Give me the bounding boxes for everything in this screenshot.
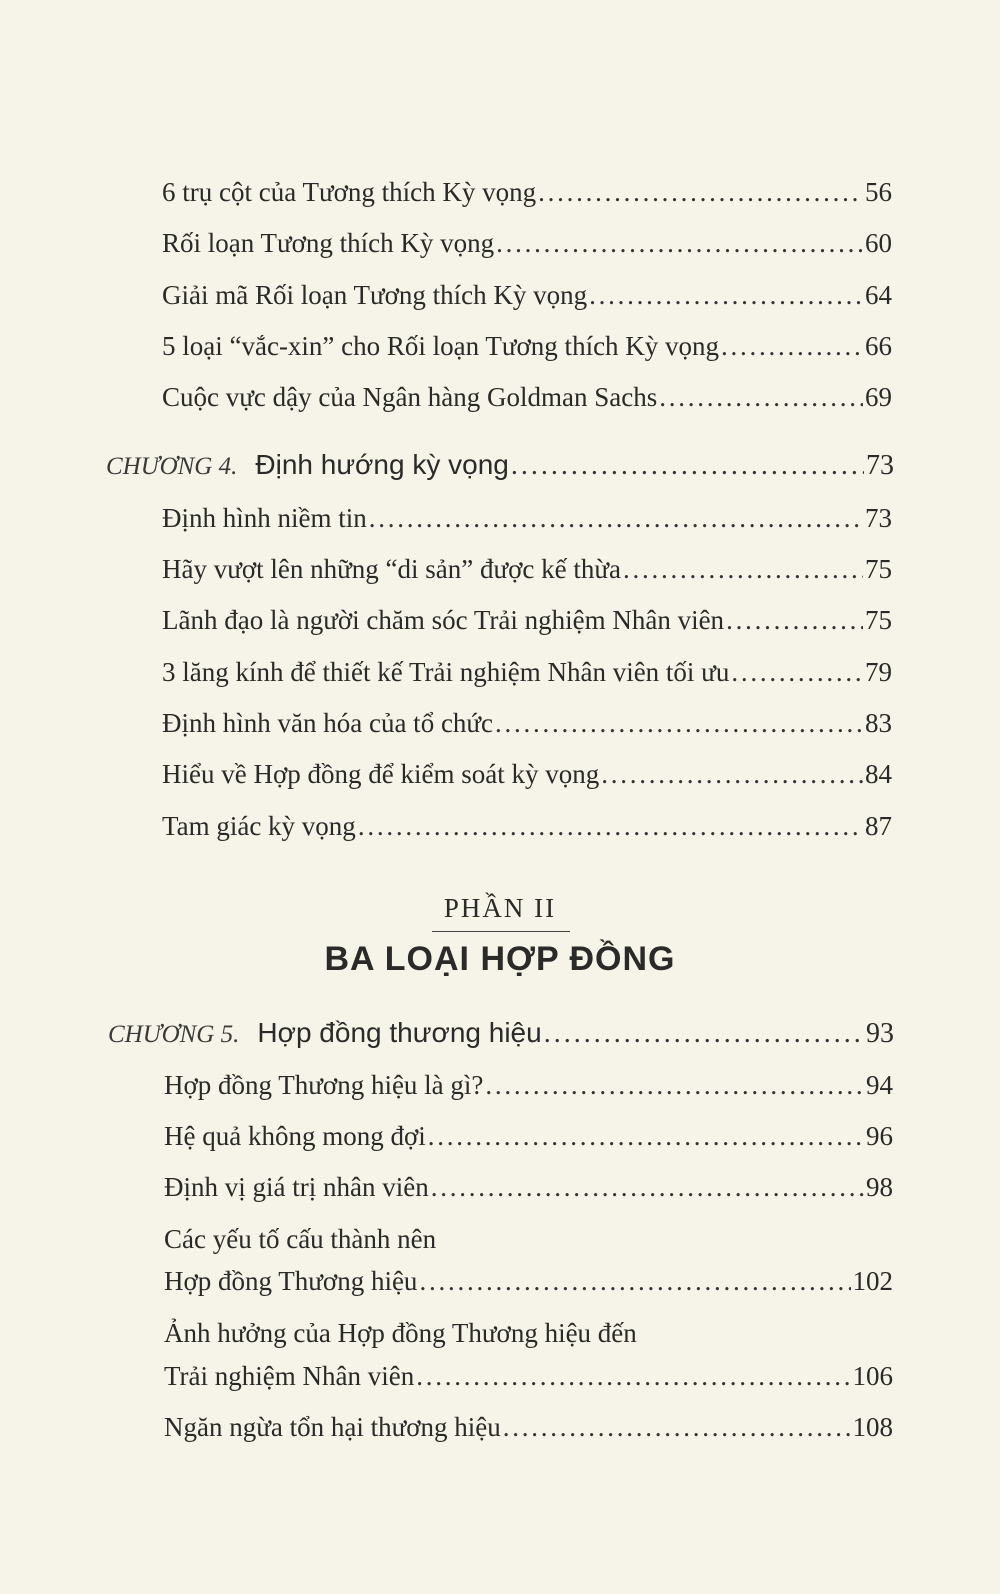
toc-entry-title: Giải mã Rối loạn Tương thích Kỳ vọng [162,280,588,310]
toc-entry [164,1359,893,1393]
toc-entry [164,1170,893,1204]
toc-entry-page: 102 [852,1266,893,1296]
toc-entry-title: 5 loại “vắc-xin” cho Rối loạn Tương thích Kỳ vọng [162,331,720,361]
leader-dots [503,1410,851,1444]
toc-entry-title: Hiểu về Hợp đồng để kiểm soát kỳ vọng [162,759,600,789]
toc-entry [162,226,892,260]
toc-entry-page: 69 [865,382,892,412]
toc-entry-page: 66 [865,331,892,361]
toc-entry [164,1264,893,1298]
toc-entry-title: 6 trụ cột của Tương thích Kỳ vọng [162,177,537,207]
leader-dots [428,1119,864,1153]
toc-entry-title: Định vị giá trị nhân viên [164,1172,429,1202]
toc-chapter [106,448,894,484]
toc-entry-page: 73 [865,503,892,533]
leader-dots [601,757,863,791]
leader-dots [431,1170,864,1204]
toc-entry [162,655,892,689]
toc-entry [162,706,892,740]
toc-entry [162,501,892,535]
toc-entry-page: 87 [865,811,892,841]
chapter-label: CHƯƠNG 4. [106,453,238,480]
toc-entry-page: 98 [866,1172,893,1202]
chapter-title: Hợp đồng thương hiệu [257,1017,542,1048]
part-title: BA LOẠI HỢP ĐỒNG [324,940,676,978]
toc-entry-title: Hợp đồng Thương hiệu là gì? [164,1070,484,1100]
part-label: PHẦN II [443,893,557,923]
leader-dots [511,449,864,483]
toc-entry-page: 75 [865,554,892,584]
toc-entry-page: 106 [852,1361,893,1391]
leader-dots [721,329,863,363]
part-divider [432,931,570,932]
toc-entry-page: 75 [865,605,892,635]
toc-entry [164,1410,893,1444]
leader-dots [589,278,863,312]
leader-dots [623,552,863,586]
toc-entry [164,1068,893,1102]
toc-entry-title: Trải nghiệm Nhân viên [164,1361,415,1391]
toc-entry-title: Tam giác kỳ vọng [162,811,356,841]
toc-chapter [108,1016,894,1052]
toc-entry [162,175,892,209]
leader-dots [659,380,863,414]
toc-entry [162,757,892,791]
toc-entry-title: Lãnh đạo là người chăm sóc Trải nghiệm Nhân viên [162,605,725,635]
toc-entry [162,552,892,586]
leader-dots [496,226,863,260]
chapter-title: Định hướng kỳ vọng [255,449,509,480]
toc-entry-title-line1: Ảnh hưởng của Hợp đồng Thương hiệu đến [164,1318,637,1348]
toc-entry-page: 56 [865,177,892,207]
toc-entry-title: Ngăn ngừa tổn hại thương hiệu [164,1412,501,1442]
toc-entry-title: 3 lăng kính để thiết kế Trải nghiệm Nhân viên tối ưu [162,657,730,687]
toc-entry-page: 64 [865,280,892,310]
leader-dots [416,1359,850,1393]
toc-entry-page: 84 [865,759,892,789]
toc-entry-title: Rối loạn Tương thích Kỳ vọng [162,228,495,258]
toc-entry [162,380,892,414]
toc-entry-title: Hãy vượt lên những “di sản” được kế thừa [162,554,621,584]
leader-dots [369,501,863,535]
chapter-page: 73 [866,450,894,481]
toc-entry-title: Hệ quả không mong đợi [164,1121,426,1151]
toc-entry [162,329,892,363]
toc-entry-title: Định hình niềm tin [162,503,367,533]
toc-entry-page: 96 [866,1121,893,1151]
leader-dots [544,1017,864,1051]
toc-entry [162,603,892,637]
toc-entry [162,278,892,312]
leader-dots [731,655,863,689]
toc-entry-title-line1: Các yếu tố cấu thành nên [164,1224,437,1254]
toc-entry-title: Hợp đồng Thương hiệu [164,1266,418,1296]
chapter-label: CHƯƠNG 5. [108,1021,240,1048]
toc-entry-page: 60 [865,228,892,258]
leader-dots [419,1264,850,1298]
toc-entry-title: Cuộc vực dậy của Ngân hàng Goldman Sachs [162,382,658,412]
toc-entry [164,1119,893,1153]
toc-entry [162,809,892,843]
toc-entry-page: 83 [865,708,892,738]
leader-dots [538,175,863,209]
leader-dots [358,809,863,843]
leader-dots [485,1068,864,1102]
leader-dots [495,706,863,740]
toc-entry-page: 94 [866,1070,893,1100]
leader-dots [726,603,863,637]
toc-entry-page: 79 [865,657,892,687]
chapter-page: 93 [866,1018,894,1049]
toc-entry-title: Định hình văn hóa của tổ chức [162,708,494,738]
toc-entry-page: 108 [852,1412,893,1442]
